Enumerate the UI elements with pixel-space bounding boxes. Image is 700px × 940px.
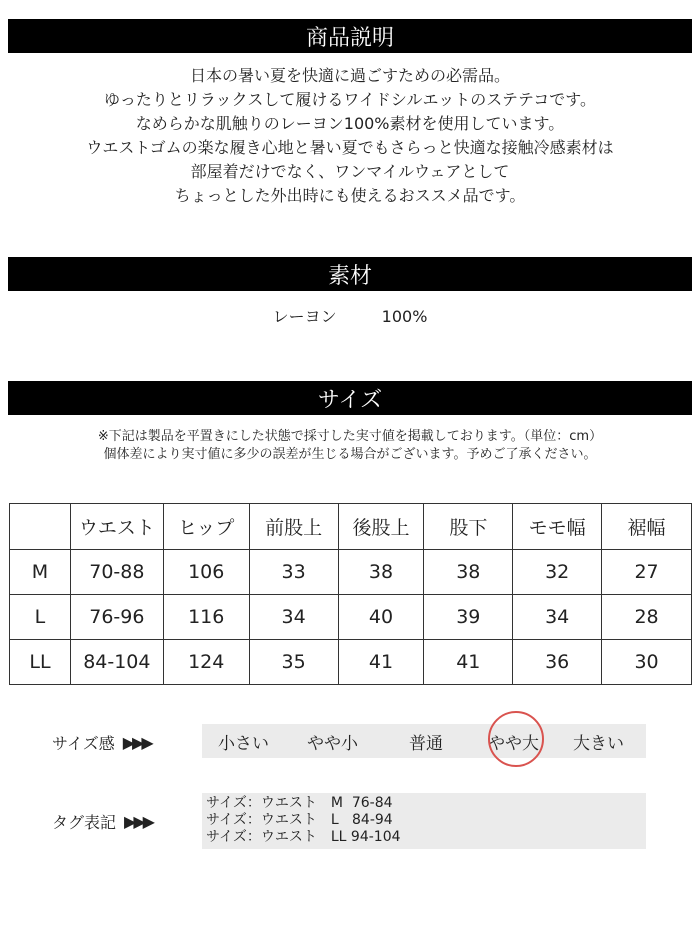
table-cell: 41	[338, 640, 424, 685]
tag-line: サイズ：ウエスト LL 94-104	[206, 829, 401, 845]
table-header-cell: ウエスト	[70, 504, 163, 550]
table-header-cell: モモ幅	[513, 504, 602, 550]
size-feel-option: やや小	[307, 733, 358, 754]
table-header-cell: 裾幅	[602, 504, 692, 550]
description-line: ウエストゴムの楽な履き心地と暑い夏でもさらっと快適な接触冷感素材は	[86, 138, 614, 157]
table-header-cell: 股下	[424, 504, 513, 550]
size-note-line: ※下記は製品を平置きにした状態で採寸した実寸値を掲載しております。（単位：cm）	[97, 429, 603, 444]
table-row	[10, 550, 692, 595]
table-row	[10, 640, 692, 685]
material-value: 100%	[381, 307, 428, 326]
table-cell: 38	[424, 550, 513, 595]
table-header-cell	[10, 504, 71, 550]
product-description	[0, 64, 700, 208]
description-line: 日本の暑い夏を快適に過ごすための必需品。	[189, 66, 510, 85]
table-header-cell: 後股上	[338, 504, 424, 550]
size-feel-label-text: サイズ感	[52, 734, 115, 753]
size-feel-label	[52, 731, 151, 754]
selected-circle-marker	[488, 711, 544, 767]
table-cell: 34	[249, 595, 338, 640]
size-feel-option-selected: やや大	[488, 733, 539, 754]
table-cell: 39	[424, 595, 513, 640]
description-line: なめらかな肌触りのレーヨン100%素材を使用しています。	[135, 114, 565, 133]
table-header-cell: ヒップ	[163, 504, 249, 550]
tag-label	[52, 810, 152, 833]
size-feel-option: 大きい	[573, 733, 624, 754]
triple-arrow-icon: ▶▶▶	[124, 812, 152, 831]
table-cell: 27	[602, 550, 692, 595]
size-section-title: サイズ	[8, 381, 692, 415]
table-cell: 116	[163, 595, 249, 640]
material-name: レーヨン	[272, 307, 337, 326]
size-feel-option: 小さい	[218, 733, 269, 754]
table-cell: M	[10, 550, 71, 595]
table-cell: 41	[424, 640, 513, 685]
tag-label-text: タグ表記	[52, 813, 117, 832]
tag-line: サイズ：ウエスト M 76-84	[206, 795, 393, 811]
table-cell: 35	[249, 640, 338, 685]
size-note	[0, 428, 700, 464]
material-row	[0, 304, 700, 327]
table-cell: 34	[513, 595, 602, 640]
table-cell: 84-104	[70, 640, 163, 685]
table-cell: 32	[513, 550, 602, 595]
table-cell: 70-88	[70, 550, 163, 595]
size-feel-option: 普通	[409, 733, 443, 754]
table-row	[10, 595, 692, 640]
table-header-row	[10, 504, 692, 550]
description-section-title: 商品説明	[8, 19, 692, 53]
triple-arrow-icon: ▶▶▶	[122, 733, 151, 752]
table-cell: 33	[249, 550, 338, 595]
size-note-line: 個体差により実寸値に多少の誤差が生じる場合がございます。予めご了承ください。	[103, 447, 597, 462]
description-line: ゆったりとリラックスして履けるワイドシルエットのステテコです。	[104, 90, 596, 109]
size-feel-scale	[202, 724, 646, 758]
tag-line: サイズ：ウエスト L 84-94	[206, 812, 393, 828]
tag-info-box	[202, 793, 646, 849]
table-cell: 124	[163, 640, 249, 685]
description-line: 部屋着だけでなく、ワンマイルウェアとして	[190, 162, 510, 181]
table-cell: 36	[513, 640, 602, 685]
table-cell: 30	[602, 640, 692, 685]
table-cell: 40	[338, 595, 424, 640]
table-cell: 38	[338, 550, 424, 595]
table-header-cell: 前股上	[249, 504, 338, 550]
description-line: ちょっとした外出時にも使えるおススメ品です。	[174, 186, 526, 205]
table-cell: L	[10, 595, 71, 640]
table-cell: 106	[163, 550, 249, 595]
table-cell: 76-96	[70, 595, 163, 640]
size-table	[9, 503, 692, 685]
table-cell: LL	[10, 640, 71, 685]
table-cell: 28	[602, 595, 692, 640]
material-section-title: 素材	[8, 257, 692, 291]
